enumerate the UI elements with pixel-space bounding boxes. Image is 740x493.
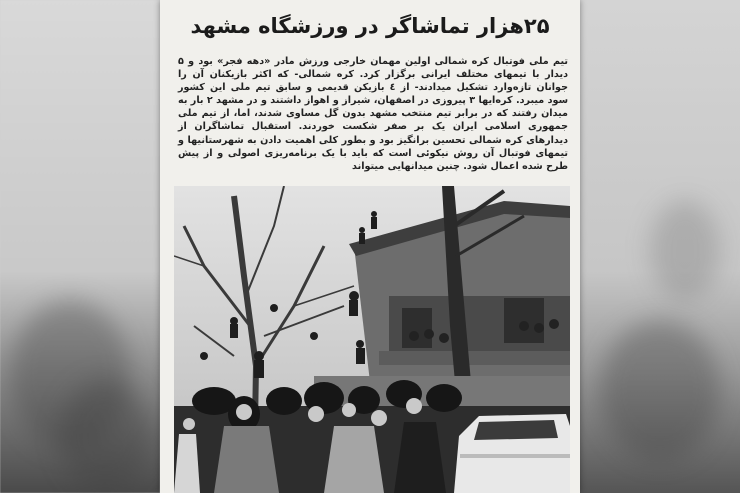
article-headline: ۲۵هزار تماشاگر در ورزشگاه مشهد xyxy=(190,14,550,38)
article-paragraph: تیم ملی فوتبال کره شمالی اولین مهمان خارجی ورزش مادر «دهه فجر» بود و ۵ دیدار با تیمهای مختلف ایرانی برگزار کرد. کره شمالی- که اکثر بازیکنان آن را جوانان تازه‌وارد تشکیل میدادند- از ٤ بازیکن قدیمی و سابق تیم ملی این کشور سود میبرد. کره‌ایها ۳ پیروزی در اصفهان، شیراز و اهواز داشتند و در مشهد ۲ بار به میدان رفتند که در برابر تیم منتخب مشهد بدون گل مساوی شدند، اما، از تیم ملی جمهوری اسلامی ایران یک بر صفر شکست خوردند. استقبال تماشاگران از دیدارهای کره شمالی تحسین برانگیز بود و بطور کلی اهمیت دادن به شهرستانیها و تیمهای فوتبال آن روش نیکوئی است که باید با یک برنامه‌ریزی اصولی و از پیش طرح شده اعمال شود. چنین میدانهایی میتواند xyxy=(178,56,568,172)
article-body xyxy=(178,55,568,173)
stadium-crowd-photo xyxy=(174,186,570,493)
newspaper-clipping xyxy=(160,0,580,493)
blurred-background-left xyxy=(0,0,160,493)
blurred-background-right xyxy=(580,0,740,493)
